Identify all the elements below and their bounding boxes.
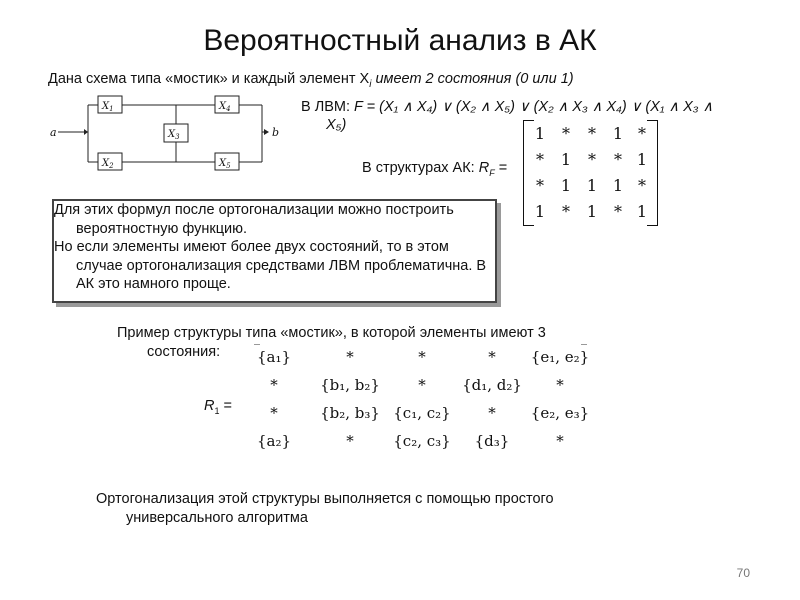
- r1-matrix-cell: {b₂, b₃}: [320, 404, 380, 422]
- r1-matrix-cell: *: [488, 348, 496, 366]
- ak-matrix-cell: *: [614, 202, 622, 221]
- ak-matrix-cell: 1: [612, 124, 624, 143]
- r1-eq: =: [219, 398, 232, 414]
- ak-eq: =: [494, 160, 508, 176]
- r1-matrix-cell: *: [270, 404, 278, 422]
- ak-matrix-cell: 1: [534, 124, 546, 143]
- r1-matrix-cell: {e₁, e₂}: [530, 348, 590, 366]
- ak-label-line: [362, 159, 507, 183]
- page-number: 70: [736, 566, 750, 580]
- r1-matrix: [248, 344, 593, 464]
- page-title: Вероятностный анализ в АК: [203, 24, 597, 57]
- element-x5-label: $X_5$: [219, 158, 231, 170]
- output-label: b: [272, 126, 280, 139]
- ak-matrix: [523, 120, 658, 226]
- element-x1-label: $X_1$: [102, 101, 114, 113]
- r1-matrix-cell: *: [418, 376, 426, 394]
- r1-matrix-cell: *: [556, 376, 564, 394]
- r1-var: R: [204, 398, 215, 414]
- r1-matrix-cell: *: [346, 348, 354, 366]
- r1-matrix-cell: *: [418, 348, 426, 366]
- input-arrow-icon: [84, 129, 88, 135]
- r1-right-bracket: [581, 344, 587, 345]
- ak-var: R: [478, 160, 490, 176]
- r1-matrix-cell: *: [556, 432, 564, 450]
- ak-matrix-cell: 1: [636, 150, 648, 169]
- r1-matrix-cell: *: [488, 404, 496, 422]
- ak-label: В структурах АК:: [362, 160, 479, 176]
- intro-text: [48, 70, 574, 94]
- r1-matrix-cell: {e₂, e₃}: [530, 404, 590, 422]
- ak-matrix-cell: 1: [586, 202, 598, 221]
- ak-matrix-cell: 1: [612, 176, 624, 195]
- intro-prefix: Дана схема типа «мостик» и каждый элемент X: [48, 71, 370, 87]
- output-arrow-icon: [264, 129, 269, 135]
- r1-matrix-cell: {d₃}: [474, 432, 510, 450]
- ak-matrix-cell: 1: [560, 150, 572, 169]
- explanation-box: [52, 199, 497, 303]
- ak-matrix-cell: *: [614, 150, 622, 169]
- lvm-formula-line1: F = (X₁ ∧ X₄) ∨ (X₂ ∧ X₅) ∨ (X₂ ∧ X₃ ∧ X₄) ∨ (X₁ ∧ X₃ ∧: [354, 99, 714, 115]
- explanation-paragraph-1: Для этих формул после ортогонализации можно построить вероятностную функцию.: [54, 202, 454, 237]
- input-label: a: [50, 126, 57, 139]
- element-x3-label: $X_3$: [168, 129, 180, 141]
- ak-matrix-cell: 1: [534, 202, 546, 221]
- ak-matrix-cell: *: [562, 202, 570, 221]
- ak-matrix-cell: *: [562, 124, 570, 143]
- lvm-formula: [301, 98, 781, 117]
- r1-matrix-cell: {a₁}: [256, 348, 292, 366]
- intro-sub: i: [369, 78, 372, 90]
- ak-matrix-cell: *: [588, 150, 596, 169]
- r1-matrix-cell: *: [270, 376, 278, 394]
- r1-matrix-cell: *: [346, 432, 354, 450]
- conclusion-text: Ортогонализация этой структуры выполняется с помощью простого универсального алгоритма: [96, 491, 554, 526]
- ak-matrix-cell: *: [536, 150, 544, 169]
- r1-sub: 1: [214, 405, 220, 416]
- example-text: Пример структуры типа «мостик», в которой элементы имеют 3 состояния:: [117, 325, 546, 360]
- lvm-label: В ЛВМ:: [301, 99, 355, 115]
- ak-matrix-cell: *: [588, 124, 596, 143]
- element-x2-label: $X_2$: [102, 158, 114, 170]
- r1-matrix-cell: {c₁, c₂}: [393, 404, 451, 422]
- intro-suffix: имеет 2 состояния (0 или 1): [371, 71, 574, 87]
- r1-matrix-cell: {a₂}: [256, 432, 292, 450]
- r1-label-line: [204, 397, 232, 421]
- ak-var-sub: F: [489, 167, 495, 178]
- explanation-paragraph-2: Но если элементы имеют более двух состояний, то в этом случае ортогонализация средствами ЛВМ проблематична. В АК это намного проще.: [54, 239, 487, 292]
- r1-matrix-cell: {d₁, d₂}: [462, 376, 522, 394]
- r1-matrix-cell: {c₂, c₃}: [393, 432, 451, 450]
- ak-matrix-cell: *: [638, 124, 646, 143]
- r1-left-bracket: [254, 344, 260, 345]
- r1-matrix-cell: {b₁, b₂}: [320, 376, 380, 394]
- ak-matrix-cell: 1: [586, 176, 598, 195]
- ak-matrix-cell: *: [638, 176, 646, 195]
- ak-matrix-cell: 1: [636, 202, 648, 221]
- ak-matrix-cell: 1: [560, 176, 572, 195]
- element-x4-label: $X_4$: [219, 101, 231, 113]
- lvm-formula-line2: X₅): [326, 117, 347, 133]
- ak-matrix-cell: *: [536, 176, 544, 195]
- bridge-diagram: [40, 92, 290, 182]
